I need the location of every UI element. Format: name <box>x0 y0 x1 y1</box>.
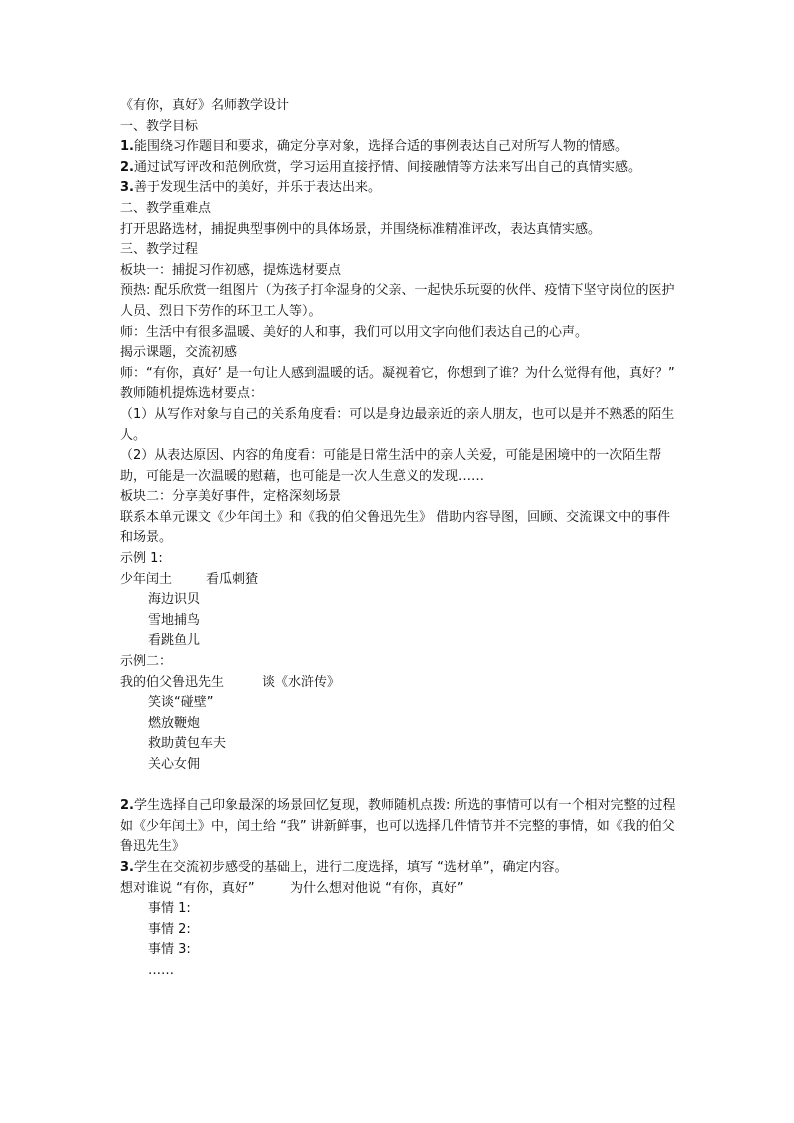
example-2-item: 救助黄包车夫 <box>148 736 227 752</box>
goal-1 <box>120 137 680 158</box>
form-question-why: 为什么想对他说 “有你，真好” <box>290 880 464 896</box>
block-2-heading: 板块二：分享美好事件，定格深刻场景 <box>120 489 342 505</box>
example-2-head: 我的伯父鲁迅先生 <box>120 674 225 690</box>
form-item: 事情 3: <box>148 942 191 958</box>
step-2-text: 学生选择自己印象最深的场景回忆复现，教师随机点拨: 所选的事情可以有一个相对完整的过程如《少年闰土》中，闰土给 “我” 讲新鲜事，也可以选择几件情节并不完整的事情，如《我的伯父鲁迅先生》 <box>120 798 676 855</box>
form-question-row <box>120 879 680 900</box>
teacher-line-2: 师：“有你，真好’ 是一句让人感到温暖的话。凝视着它，你想到了谁？为什么觉得有他，真好？” <box>120 365 675 381</box>
example-2-item: 关心女佣 <box>148 757 201 772</box>
example-1-item: 看跳鱼儿 <box>148 633 201 649</box>
step-2 <box>120 796 680 858</box>
document-page <box>120 96 680 982</box>
example-1-row <box>120 570 680 591</box>
goal-3-number: 3. <box>120 180 134 196</box>
section-heading-keypoints: 二、教学重难点 <box>120 200 212 216</box>
example-1-label: 示例 1: <box>120 551 163 567</box>
example-1-item: 雪地捕鸟 <box>148 612 201 628</box>
example-2-item: 谈《水浒传》 <box>262 674 341 690</box>
form-item: 事情 1: <box>148 901 191 917</box>
form-question-who: 想对谁说 “有你，真好” <box>120 880 255 896</box>
link-paragraph: 联系本单元课文《少年闰土》和《我的伯父鲁迅先生》 借助内容导图，回顾、交流课文中的事件和场景。 <box>120 509 671 546</box>
example-1-item: 海边识贝 <box>148 592 201 608</box>
doc-title: 《有你，真好》名师教学设计 <box>120 98 290 113</box>
goal-3 <box>120 178 680 199</box>
goal-3-text: 善于发现生活中的美好，并乐于表达出来。 <box>133 180 381 196</box>
goal-2-text: 通过试写评改和范例欣赏，学习运用直接抒情、间接融情等方法来写出自己的真情实感。 <box>133 159 641 175</box>
section-heading-process: 三、教学过程 <box>120 242 199 258</box>
example-2-label: 示例二： <box>120 654 173 670</box>
reveal-topic: 揭示课题，交流初感 <box>120 345 238 361</box>
blank-line <box>120 776 680 797</box>
example-2-item: 笑谈“碰壁” <box>148 695 214 711</box>
points-intro: 教师随机提炼选材要点： <box>120 386 264 402</box>
point-1: （1）从写作对象与自己的关系角度看：可以是身边最亲近的亲人朋友，也可以是并不熟悉的陌生人。 <box>120 406 675 443</box>
step-3-number: 3. <box>120 859 134 875</box>
block-1-heading: 板块一：捕捉习作初感，提炼选材要点 <box>120 262 342 278</box>
goal-1-number: 1. <box>120 139 134 155</box>
form-item-ellipsis: …… <box>148 962 174 978</box>
step-3-text: 学生在交流初步感受的基础上，进行二度选择，填写 “选材单”，确定内容。 <box>133 859 568 875</box>
example-1-item: 看瓜刺猹 <box>206 571 259 587</box>
example-2-item: 燃放鞭炮 <box>148 715 201 731</box>
example-2-row <box>120 673 680 694</box>
prep-paragraph: 预热: 配乐欣赏一组图片（为孩子打伞湿身的父亲、一起快乐玩耍的伙伴、疫情下坚守岗位的医护人员、烈日下劳作的环卫工人等）。 <box>120 283 675 319</box>
step-3 <box>120 858 680 879</box>
form-item: 事情 2: <box>148 921 191 937</box>
step-2-number: 2. <box>120 798 134 814</box>
goal-1-text: 能围绕习作题目和要求，确定分享对象，选择合适的事例表达自己对所写人物的情感。 <box>133 139 628 155</box>
keypoint-text: 打开思路选材，捕捉典型事例中的具体场景，并围绕标准精准评改，表达真情实感。 <box>120 221 602 237</box>
point-2: （2）从表达原因、内容的角度看：可能是日常生活中的亲人关爱，可能是困境中的一次陌生帮助，可能是一次温暖的慰藉，也可能是一次人生意义的发现…… <box>120 448 662 484</box>
example-1-head: 少年闰土 <box>120 571 173 587</box>
goal-2 <box>120 158 680 179</box>
teacher-line-1: 师：生活中有很多温暖、美好的人和事，我们可以用文字向他们表达自己的心声。 <box>120 324 589 340</box>
section-heading-goals: 一、教学目标 <box>120 118 199 134</box>
goal-2-number: 2. <box>120 159 134 175</box>
